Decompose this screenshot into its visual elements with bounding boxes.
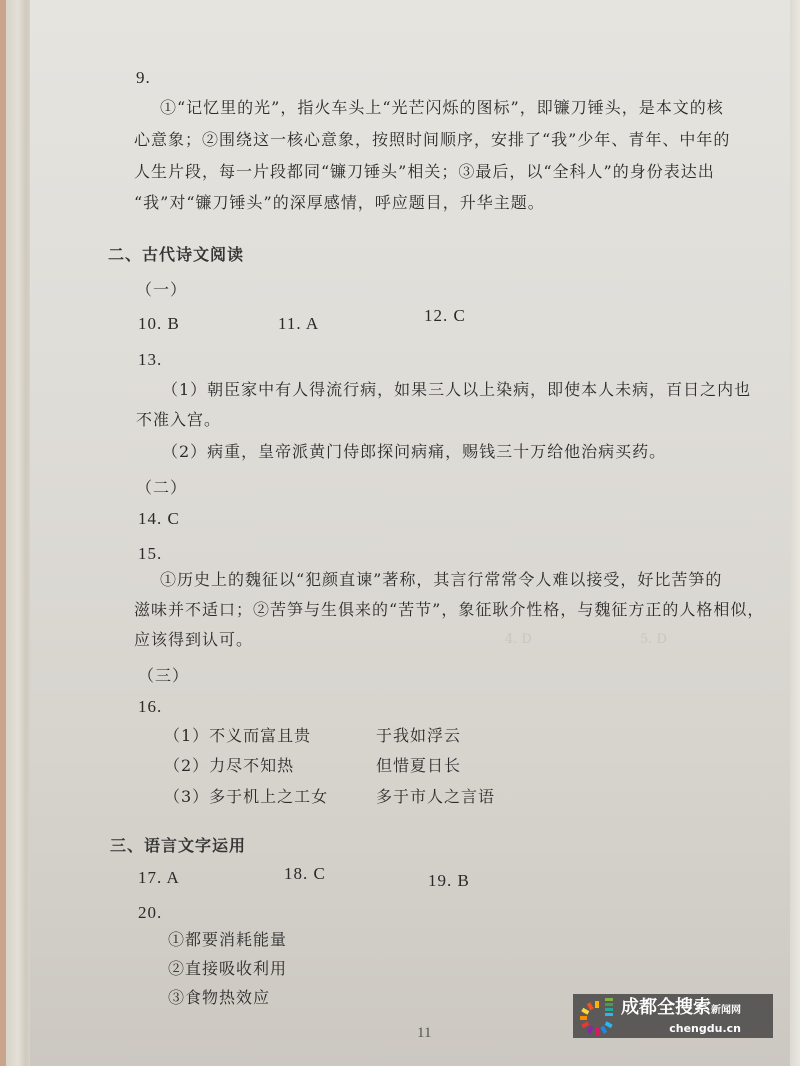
question-9-line: 心意象；②围绕这一核心意象，按照时间顺序，安排了“我”少年、青年、中年的 [134, 130, 731, 149]
question-13-line: 不准入宫。 [136, 410, 222, 429]
question-9-number: 9. [136, 68, 151, 87]
question-13-line: （2）病重，皇帝派黄门侍郎探问病痛，赐钱三十万给他治病买药。 [162, 442, 667, 461]
page-number: 11 [417, 1025, 432, 1041]
section-2-title: 二、古代诗文阅读 [108, 245, 245, 264]
q16-left-2: （2）力尽不知热 [164, 756, 295, 775]
question-13-number: 13. [138, 350, 163, 369]
question-13-line: （1）朝臣家中有人得流行病，如果三人以上染病，即使本人未病，百日之内也 [162, 380, 752, 399]
answer-19: 19. B [428, 871, 470, 890]
bleed-through-text: 4. D [505, 632, 532, 647]
answer-11: 11. A [278, 314, 320, 333]
q16-right-1: 于我如浮云 [376, 726, 462, 745]
question-15-line: 应该得到认可。 [134, 630, 254, 649]
answer-18: 18. C [284, 864, 326, 883]
q16-right-3: 多于市人之言语 [376, 787, 496, 806]
question-9-line: ①“记忆里的光”，指火车头上“光芒闪烁的图标”，即镰刀锤头，是本文的核 [160, 98, 724, 117]
answer-17: 17. A [138, 868, 180, 887]
watermark-suffix: 新闻网 [711, 1004, 741, 1016]
chengdu-logo-icon [577, 996, 617, 1036]
q20-line: ②直接吸收利用 [168, 959, 288, 978]
watermark-title: 成都全搜索 [621, 996, 711, 1018]
q16-right-2: 但惜夏日长 [376, 756, 462, 775]
question-16-number: 16. [138, 697, 163, 716]
answer-10: 10. B [138, 314, 180, 333]
question-15-line: ①历史上的魏征以“犯颜直谏”著称，其言行常常令人难以接受，好比苦笋的 [160, 570, 723, 589]
question-9-line: 人生片段，每一片段都同“镰刀锤头”相关；③最后，以“全科人”的身份表达出 [134, 162, 715, 181]
question-15-line: 滋味并不适口；②苦笋与生俱来的“苦节”，象征耿介性格，与魏征方正的人格相似， [134, 600, 765, 619]
watermark-badge [573, 994, 773, 1038]
section-3-title: 三、语言文字运用 [110, 836, 247, 855]
q20-line: ③食物热效应 [168, 988, 271, 1007]
answer-14: 14. C [138, 509, 180, 528]
part-3-label: （三） [138, 666, 190, 685]
question-9-line: “我”对“镰刀锤头”的深厚感情，呼应题目，升华主题。 [134, 193, 545, 212]
q20-line: ①都要消耗能量 [168, 930, 288, 949]
part-2-label: （二） [136, 478, 188, 497]
answer-12: 12. C [424, 306, 466, 325]
question-15-number: 15. [138, 544, 163, 563]
part-1-label: （一） [136, 280, 188, 299]
bleed-through-text: 5. D [640, 632, 667, 647]
watermark-domain: chengdu.cn [669, 1021, 741, 1035]
question-20-number: 20. [138, 903, 163, 922]
q16-left-3: （3）多于机上之工女 [164, 787, 329, 806]
q16-left-1: （1）不义而富且贵 [164, 726, 312, 745]
